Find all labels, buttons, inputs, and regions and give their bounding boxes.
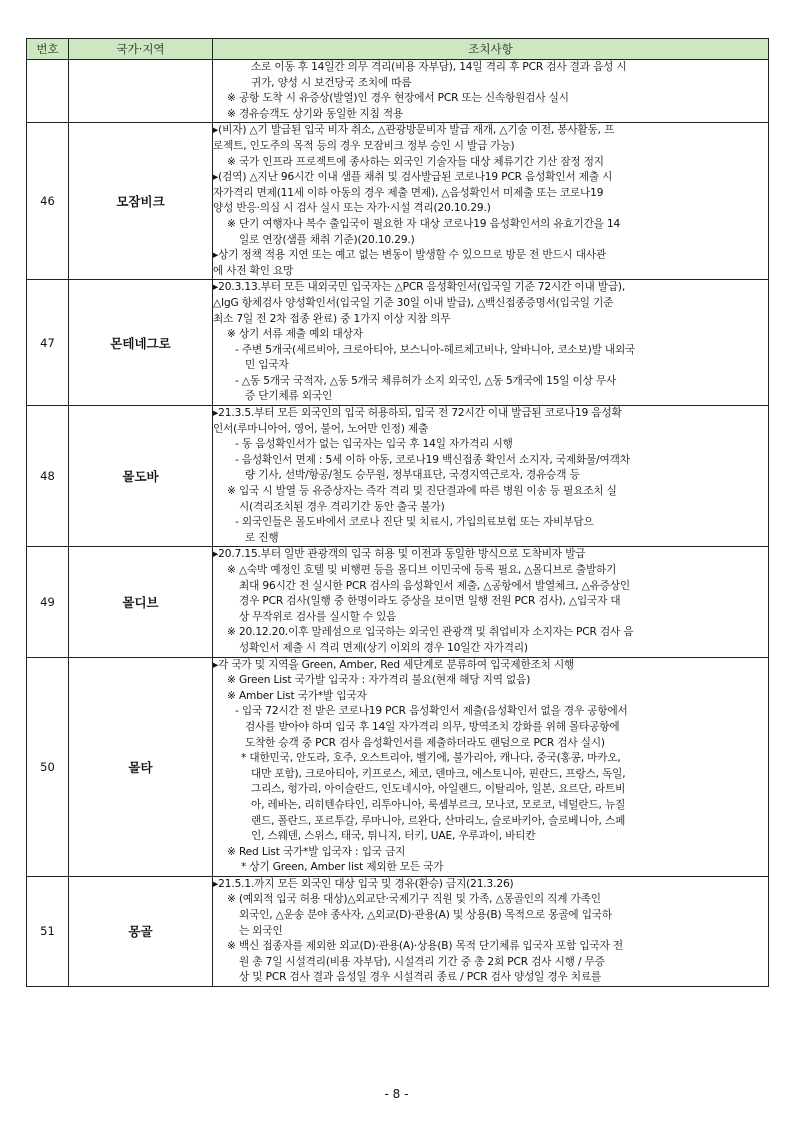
measure-line: ※ 상기 서류 제출 예외 대상자 (227, 328, 363, 341)
row-number: 51 (27, 876, 69, 986)
measures-cell (213, 60, 769, 123)
measure-line: 인, 스웨덴, 스위스, 태국, 튀니지, 터키, UAE, 우루과이, 바티칸 (251, 830, 536, 843)
measure-line: 소로 이동 후 14일간 의무 격리(비용 자부담), 14일 격리 후 PCR 검사 결과 음성 시 (251, 61, 627, 73)
measure-line: 일로 연장(샘플 채취 기준)(20.10.29.) (239, 233, 415, 246)
country-name: 몰타 (69, 657, 213, 876)
measure-line: 상 및 PCR 검사 결과 음성일 경우 시설격리 종료 / PCR 검사 양성일 경우 치료를 (239, 971, 602, 984)
measure-line: 로젝트, 인도주의 목적 등의 경우 모잠비크 정부 승인 시 발급 가능) (213, 139, 515, 152)
measure-line: 외국인, △운송 분야 종사자, △외교(D)·관용(A) 및 상용(B) 목적으로 몽골에 입국하 (239, 909, 612, 922)
country-name: 몬테네그로 (69, 280, 213, 406)
measure-line: ※ △숙박 예정인 호텔 및 비행편 등을 몰디브 이민국에 등록 필요, △몰디브로 출발하기 (227, 564, 617, 576)
measure-line: ※ 입국 시 발열 등 유증상자는 즉각 격리 및 진단결과에 따른 병원 이송 등 필요조치 실 (227, 485, 617, 498)
header-number: 번호 (27, 39, 69, 60)
measure-line: * 상기 Green, Amber list 제외한 모든 국가 (241, 861, 444, 874)
country-name: 모잠비크 (69, 123, 213, 280)
measure-line: ▸20.7.15.부터 일반 관광객의 입국 허용 및 이전과 동일한 방식으로 도착비자 발급 (213, 548, 586, 561)
measure-line: ▸(검역) △지난 96시간 이내 샘플 채취 및 검사발급된 코로나19 PCR 음성확인서 제출 시 (213, 171, 613, 184)
measure-line: ※ 공항 도착 시 유증상(발열)인 경우 현장에서 PCR 또는 신속항원검사 실시 (227, 92, 569, 105)
table-row (27, 547, 769, 657)
measure-line: ▸21.3.5.부터 모든 외국인의 입국 허용하되, 입국 전 72시간 이내 발급된 코로나19 음성확 (213, 407, 622, 420)
measure-line: - 동 음성확인서가 없는 입국자는 입국 후 14일 자가격리 시행 (235, 438, 513, 451)
measure-line: ※ (예외적 입국 허용 대상)△외교단·국제기구 직원 및 가족, △몽골인의 직계 가족인 (227, 893, 601, 906)
measure-line: 자가격리 면제(11세 이하 아동의 경우 제출 면제), △음성확인서 미제출 또는 코로나19 (213, 186, 604, 199)
table-header-row (27, 39, 769, 60)
row-number: 46 (27, 123, 69, 280)
measure-line: 로 진행 (245, 531, 279, 544)
page-number: - 8 - (384, 1087, 409, 1101)
measure-line: 대만 포함), 크로아티아, 키프로스, 체코, 덴마크, 에스토니아, 핀란드, 프랑스, 독일, (251, 767, 626, 780)
measure-line: - 입국 72시간 전 받은 코로나19 PCR 음성확인서 제출(음성확인서 없을 경우 공항에서 (235, 705, 628, 718)
measure-line: 원 총 7일 시설격리(비용 자부담), 시설격리 기간 중 총 2회 PCR 검사 시행 / 무증 (239, 955, 605, 968)
measures-cell (213, 406, 769, 547)
measure-line: 검사를 받아야 하며 입국 후 14일 자가격리 의무, 방역조치 강화를 위해 몰타공항에 (245, 720, 620, 733)
measure-line: 성확인서 제출 시 격리 면제(상기 이외의 경우 10일간 자가격리) (239, 641, 528, 654)
measures-cell (213, 876, 769, 986)
measure-line: ※ Red List 국가*발 입국자 : 입국 금지 (227, 845, 406, 858)
table-row (27, 60, 769, 123)
row-number: 50 (27, 657, 69, 876)
measure-line: ※ 백신 접종자를 제외한 외교(D)·관용(A)·상용(B) 목적 단기체류 입국자 포함 입국자 전 (227, 940, 623, 953)
table-row (27, 876, 769, 986)
table-row (27, 657, 769, 876)
measure-line: - 음성확인서 면제 : 5세 이하 아동, 코로나19 백신접종 확인서 소지자, 국제화물/여객차 (235, 453, 630, 466)
row-number (27, 60, 69, 123)
table-row (27, 123, 769, 280)
measure-line: ▸(비자) △기 발급된 입국 비자 취소, △관광방문비자 발급 재개, △기술 이전, 봉사활동, 프 (213, 124, 615, 137)
measures-cell (213, 547, 769, 657)
measure-line: 양성 반응·의심 시 검사 실시 또는 자가·시설 격리(20.10.29.) (213, 202, 491, 215)
row-number: 49 (27, 547, 69, 657)
country-name (69, 60, 213, 123)
country-name: 몰디브 (69, 547, 213, 657)
measure-line: 최대 96시간 전 실시한 PCR 검사의 음성확인서 제출, △공항에서 발열체크, △유증상인 (239, 579, 630, 592)
measure-line: - 외국인들은 몰도바에서 코로나 진단 및 치료시, 가입의료보험 또는 자비부담으 (235, 516, 594, 529)
measure-line: 최소 7일 전 2차 접종 완료) 중 1가지 이상 지참 의무 (213, 312, 451, 325)
measure-line: △IgG 항체검사 양성확인서(입국일 기준 30일 이내 발급), △백신접종증명서(입국일 기준 (213, 296, 614, 309)
header-measures: 조치사항 (213, 39, 769, 60)
country-name: 몽골 (69, 876, 213, 986)
measure-line: ※ 경유승객도 상기와 동일한 지침 적용 (227, 107, 404, 120)
measure-line: ※ 20.12.20.이후 말레섬으로 입국하는 외국인 관광객 및 취업비자 소지자는 PCR 검사 음 (227, 626, 634, 639)
measure-line: ※ 단기 여행자나 복수 출입국이 필요한 자 대상 코로나19 음성확인서의 유효기간을 14 (227, 217, 621, 230)
row-number: 48 (27, 406, 69, 547)
measures-cell (213, 280, 769, 406)
measures-cell (213, 123, 769, 280)
measure-line: 증 단기체류 외국인 (245, 390, 333, 403)
measures-cell (213, 657, 769, 876)
header-country: 국가·지역 (69, 39, 213, 60)
measure-line: ※ Amber List 국가*발 입국자 (227, 689, 367, 702)
measure-line: 에 사전 확인 요망 (213, 264, 294, 277)
measure-line: - 주변 5개국(세르비아, 크로아티아, 보스니아-헤르체고비나, 알바니아, 코소보)발 내외국 (235, 343, 636, 356)
measure-line: ▸20.3.13.부터 모든 내외국민 입국자는 △PCR 음성확인서(입국일 기준 72시간 이내 발급), (213, 281, 626, 294)
measure-line: 시(격리조치된 경우 격리기간 동안 출국 불가) (239, 500, 445, 513)
measure-line: ▸상기 정책 적용 지연 또는 예고 없는 변동이 발생할 수 있으므로 방문 전 반드시 대사관 (213, 249, 607, 262)
measure-line: 는 외국인 (239, 924, 283, 937)
table-row (27, 280, 769, 406)
measure-line: 민 입국자 (245, 359, 289, 372)
measure-line: 귀가, 양성 시 보건당국 조치에 따름 (251, 76, 412, 89)
country-name: 몰도바 (69, 406, 213, 547)
measure-line: ▸21.5.1.까지 모든 외국인 대상 입국 및 경유(환승) 금지(21.3.26) (213, 877, 514, 890)
measures-table (26, 38, 769, 987)
measure-line: 인서(루마니아어, 영어, 불어, 노어만 인정) 제출 (213, 422, 429, 435)
measure-line: 도착한 승객 중 PCR 검사 음성확인서를 제출하더라도 랜덤으로 PCR 검사 실시) (245, 736, 605, 749)
measure-line: 경우 PCR 검사(일행 중 한명이라도 증상을 보이면 일행 전원 PCR 검사), △입국자 대 (239, 595, 621, 608)
measure-line: * 대한민국, 안도라, 호주, 오스트리아, 벨기에, 불가리아, 캐나다, 중국(홍콩, 마카오, (241, 752, 621, 765)
measure-line: 아, 레바논, 리히텐슈타인, 리투아니아, 룩셈부르크, 모나코, 모로코, 네덜란드, 뉴질 (251, 798, 626, 811)
measure-line: ※ 국가 인프라 프로젝트에 종사하는 외국인 기술자들 대상 체류기간 기산 잠정 정지 (227, 155, 604, 168)
row-number: 47 (27, 280, 69, 406)
measure-line: ※ Green List 국가발 입국자 : 자가격리 불요(현재 해당 지역 없음) (227, 674, 531, 687)
measure-line: ▸각 국가 및 지역을 Green, Amber, Red 세단계로 분류하여 입국제한조치 시행 (213, 658, 575, 671)
measure-line: - △동 5개국 국적자, △동 5개국 체류허가 소지 외국인, △동 5개국에 15일 이상 무사 (235, 374, 617, 387)
measure-line: 상 무작위로 검사를 실시할 수 있음 (239, 610, 397, 623)
table-row (27, 406, 769, 547)
measure-line: 량 기사, 선박/항공/철도 승무원, 정부대표단, 국경지역근로자, 경유승객 등 (245, 469, 580, 482)
measure-line: 그리스, 헝가리, 아이슬란드, 인도네시아, 아일랜드, 이탈리아, 일본, 요르단, 라트비 (251, 783, 626, 796)
measure-line: 랜드, 폴란드, 포르투갈, 루마니아, 르완다, 산마리노, 슬로바키아, 슬로베니아, 스페 (251, 814, 626, 827)
